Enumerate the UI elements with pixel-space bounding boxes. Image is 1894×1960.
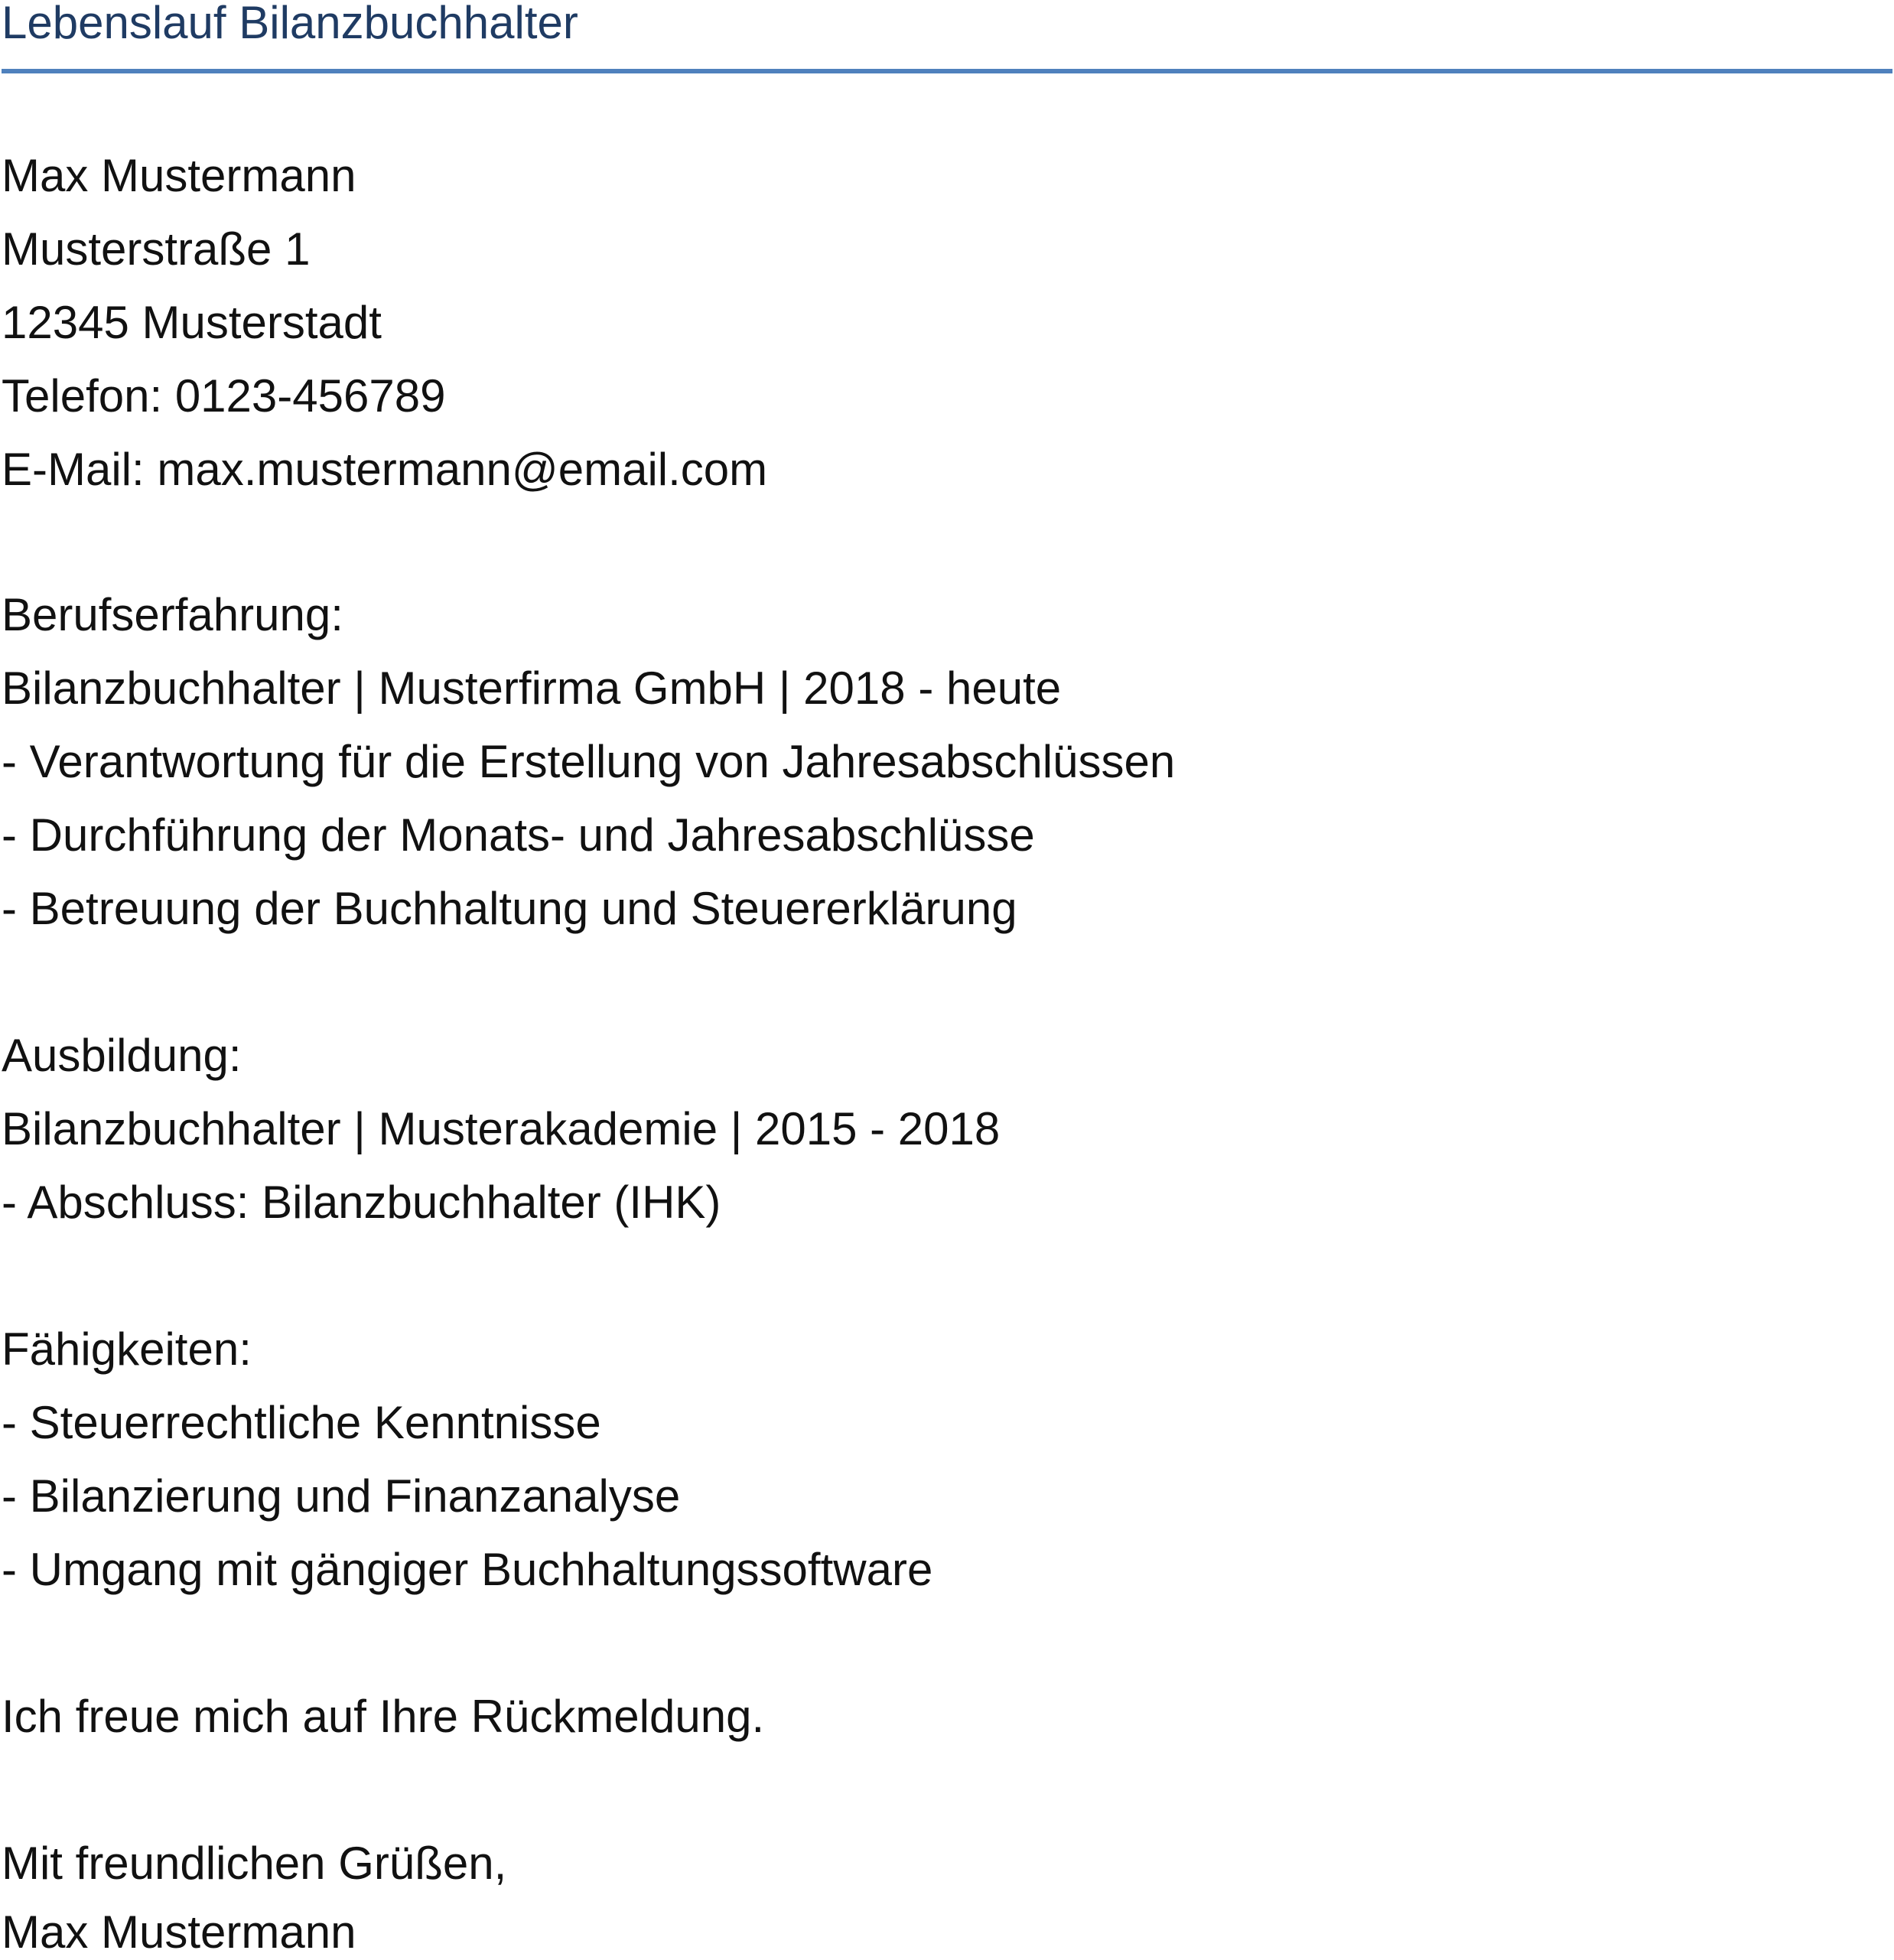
skills-heading: Fähigkeiten:: [2, 1323, 252, 1375]
closing-signature: Max Mustermann: [2, 1906, 356, 1958]
document-title: Lebenslauf Bilanzbuchhalter: [2, 0, 578, 48]
experience-bullet: - Verantwortung für die Erstellung von Jahresabschlüssen: [2, 736, 1176, 787]
experience-heading: Berufserfahrung:: [2, 589, 343, 640]
closing-salutation: Mit freundlichen Grüßen,: [2, 1838, 507, 1889]
education-bullet: - Abschluss: Bilanzbuchhalter (IHK): [2, 1177, 721, 1228]
skills-bullet: - Umgang mit gängiger Buchhaltungssoftware: [2, 1544, 933, 1595]
education-heading: Ausbildung:: [2, 1030, 242, 1081]
contact-city: 12345 Musterstadt: [2, 297, 382, 348]
contact-street: Musterstraße 1: [2, 223, 311, 275]
title-underline: [2, 69, 1892, 73]
contact-email: E-Mail: max.mustermann@email.com: [2, 444, 768, 495]
experience-bullet: - Betreuung der Buchhaltung und Steuererklärung: [2, 883, 1017, 934]
closing-message: Ich freue mich auf Ihre Rückmeldung.: [2, 1691, 765, 1742]
contact-name: Max Mustermann: [2, 150, 356, 201]
experience-bullet: - Durchführung der Monats- und Jahresabschlüsse: [2, 809, 1035, 861]
skills-bullet: - Steuerrechtliche Kenntnisse: [2, 1397, 601, 1448]
skills-bullet: - Bilanzierung und Finanzanalyse: [2, 1470, 681, 1522]
education-entry: Bilanzbuchhalter | Musterakademie | 2015 - 2018: [2, 1103, 1001, 1154]
experience-position: Bilanzbuchhalter | Musterfirma GmbH | 2018 - heute: [2, 663, 1062, 714]
contact-phone: Telefon: 0123-456789: [2, 370, 446, 422]
